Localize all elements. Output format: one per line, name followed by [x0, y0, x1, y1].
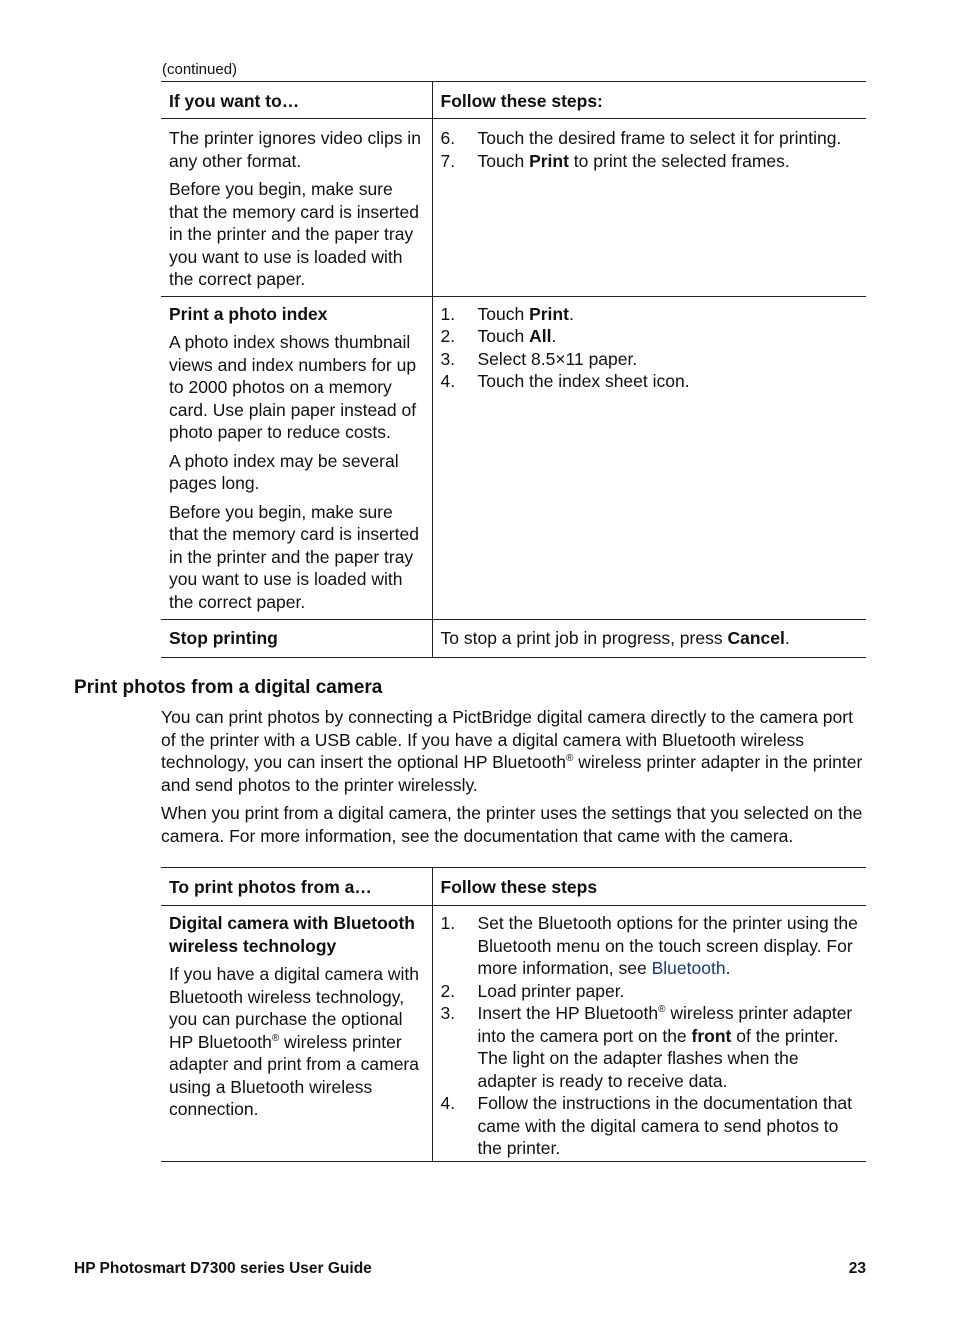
step-bold: front — [691, 1025, 732, 1046]
step-text: . — [725, 958, 731, 978]
table-cell — [432, 119, 866, 297]
step-item — [441, 150, 861, 173]
footer-title: HP Photosmart D7300 series User Guide — [74, 1260, 372, 1277]
table-cell — [432, 296, 866, 620]
table-cell — [161, 119, 432, 297]
step-text: Follow the instructions in the documentation that came with the digital camera to send photos to the printer. — [477, 1093, 853, 1158]
table-row — [161, 296, 866, 620]
table-row — [161, 119, 866, 297]
table-cell — [432, 906, 866, 1162]
step-item — [441, 348, 861, 371]
table-header-cell: To print photos from a… — [161, 868, 432, 906]
step-item — [441, 912, 861, 980]
step-item — [441, 1002, 861, 1092]
step-bold: All — [529, 326, 552, 346]
step-text: Touch — [477, 150, 530, 171]
step-number: 3. — [440, 1003, 456, 1023]
table-header-cell: Follow these steps: — [432, 82, 866, 119]
table-header-row — [161, 82, 866, 119]
table-header-cell: If you want to… — [161, 82, 432, 119]
body-paragraph: When you print from a digital camera, the printer uses the settings that you selected on the camera. For more information, see the documentation that came with the camera. — [161, 803, 863, 846]
step-item — [441, 370, 861, 393]
step-bold: Print — [529, 150, 569, 171]
step-text: Touch — [477, 326, 530, 346]
row-title: Stop printing — [161, 620, 432, 658]
step-list — [441, 127, 861, 172]
step-bold: Print — [529, 303, 569, 324]
table-row — [161, 906, 866, 1162]
step-number: 1. — [440, 303, 456, 324]
step-item — [441, 303, 861, 326]
step-item — [441, 980, 861, 1003]
bluetooth-link[interactable]: Bluetooth — [651, 958, 726, 978]
step-item — [441, 127, 861, 150]
cell-paragraph: A photo index shows thumbnail views and index numbers for up to 2000 photos on a memory card. Use plain paper instead of photo paper to reduce costs. — [169, 332, 417, 442]
row-title: Print a photo index — [169, 303, 328, 324]
camera-steps-table — [161, 867, 866, 1162]
step-number: 7. — [440, 150, 456, 171]
paragraph-text: If you have a digital camera with Bluetooth wireless technology, you can purchase the optional HP Bluetooth — [169, 964, 419, 1052]
steps-table — [161, 81, 866, 658]
step-text: of the printer. — [731, 1025, 839, 1046]
step-list — [441, 912, 861, 1160]
step-text: to print the selected frames. — [568, 150, 790, 171]
table-cell — [432, 620, 866, 658]
cell-paragraph: A photo index may be several pages long. — [169, 450, 399, 493]
table-cell — [161, 296, 432, 620]
step-text: Touch the index sheet icon. — [477, 371, 690, 391]
section-heading: Print photos from a digital camera — [74, 677, 383, 698]
step-text: . — [551, 326, 557, 346]
cell-paragraph: Before you begin, make sure that the memory card is inserted in the printer and the paper tray you want to use is loaded with the correct paper. — [169, 179, 419, 289]
table-row — [161, 620, 866, 658]
step-number: 2. — [440, 980, 456, 1001]
body-paragraph — [161, 706, 871, 796]
step-list — [441, 303, 861, 393]
step-number: 6. — [440, 128, 456, 148]
registered-mark: ® — [658, 1004, 666, 1016]
cell-paragraph: Before you begin, make sure that the memory card is inserted in the printer and the paper tray you want to use is loaded with the correct paper. — [169, 501, 419, 612]
step-text: Set the Bluetooth options for the printer using the Bluetooth menu on the touch screen display. For more information, see — [477, 913, 858, 978]
registered-mark: ® — [566, 753, 574, 765]
registered-mark: ® — [271, 1032, 280, 1044]
step-note: The light on the adapter flashes when the adapter is ready to receive data. — [477, 1048, 799, 1091]
step-item — [441, 325, 861, 348]
table-cell — [161, 906, 432, 1162]
step-text: . — [568, 303, 574, 324]
step-number: 4. — [440, 371, 456, 391]
cell-text: To stop a print job in progress, press — [440, 628, 728, 648]
continued-label: (continued) — [162, 61, 238, 78]
row-title: Digital camera with Bluetooth wireless technology — [169, 913, 415, 956]
paragraph-text: You can print photos by connecting a PictBridge digital camera directly to the camera port of the printer with a USB cable. If you have a digital camera with Bluetooth wireless technology, you can insert the optional HP Bluetooth — [161, 707, 853, 772]
step-text: Load printer paper. — [477, 980, 625, 1001]
table-header-row — [161, 868, 866, 906]
step-text: Select 8.5×11 paper. — [477, 348, 638, 369]
step-number: 3. — [440, 348, 456, 369]
step-text: Touch the desired frame to select it for printing. — [477, 128, 842, 148]
step-number: 1. — [440, 913, 456, 933]
step-text: Touch — [477, 303, 530, 324]
paragraph-text: wireless printer adapter and print from a camera using a Bluetooth wireless connection. — [169, 1031, 419, 1119]
step-item — [441, 1092, 861, 1160]
cell-paragraph: The printer ignores video clips in any other format. — [169, 128, 421, 171]
cell-text: . — [784, 628, 790, 648]
step-text: Insert the HP Bluetooth — [477, 1003, 659, 1023]
paragraph-text: wireless printer adapter in the printer and send photos to the printer wirelessly. — [161, 752, 863, 795]
cell-bold: Cancel — [727, 628, 785, 648]
cell-paragraph — [169, 963, 426, 1121]
step-text: wireless printer adapter into the camera port on the — [477, 1003, 853, 1046]
step-number: 4. — [440, 1093, 456, 1113]
step-number: 2. — [440, 326, 456, 346]
table-header-cell: Follow these steps — [432, 868, 866, 906]
page-number: 23 — [848, 1260, 866, 1277]
